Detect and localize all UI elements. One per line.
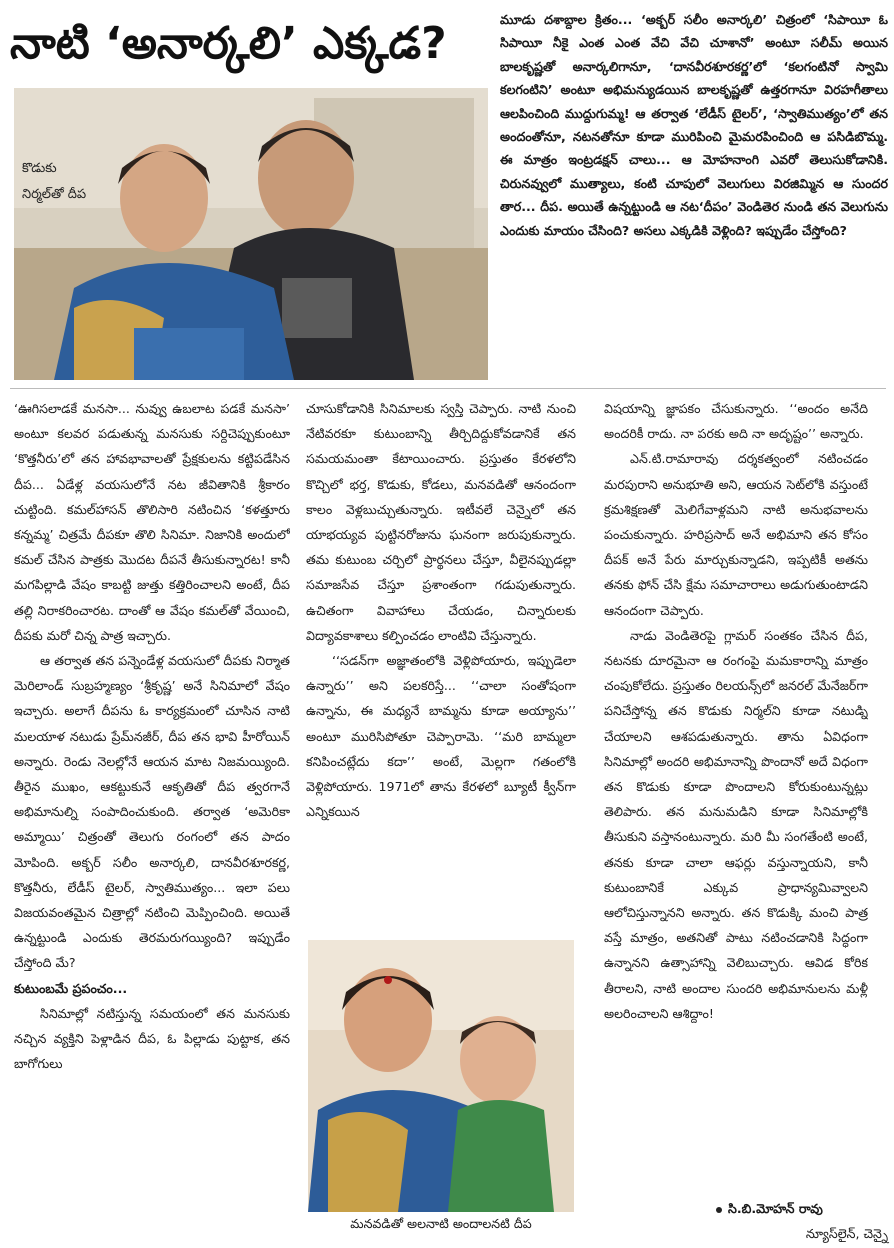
photo2-caption: మనవడితో అలనాటి అందాలనటి దీప — [350, 1216, 532, 1231]
byline — [716, 1196, 888, 1246]
grandmother-grandson-photo — [308, 940, 574, 1212]
intro-paragraph — [500, 8, 888, 378]
subheading: కుటుంబమే ప్రపంచం... — [14, 980, 128, 996]
col3-paragraph-3: నాడు వెండితెరపై గ్లామర్ సంతకం చేసిన దీప, నటనకు దూరమైనా ఆ రంగంపై మమకారాన్ని మాత్రం చంపుకోలేదు. ప్రస్తుతం రిలయన్స్‌లో జనరల్ మేనేజర్‌గా పనిచేస్తోన్న తన కొడుకు నిర్మల్‌ని కూడా నటుడ్ని చేయాలని ఆశపడుతున్నారు. తాను ఏవిధంగా సినిమాల్లో అందరి అభిమానాన్ని పొందానో అదే విధంగా తన కొడుకు కూడా పొందాలని కోరుకుంటున్నట్లు తెలిపారు. తన మనుమడిని కూడా సినిమాల్లోకి తీసుకుని వస్తానంటున్నారు. మరి మీ సంగతేంటి అంటే, తనకు కూడా చాలా ఆఫర్లు వస్తున్నాయని, కానీ కుటుంబానికే ఎక్కువ ప్రాధాన్యమివ్వాలని ఆలోచిస్తున్నానని అన్నారు. తన కొడుక్కి మంచి పాత్ర వస్తే మాత్రం, అతనితో పాటు నటించడానికి సిద్ధంగా ఉన్నానని ఉత్సాహాన్ని వెలిబుచ్చారు. ఆవిడ కోరిక తీరాలని, నాటి అందాల సుందరి అభిమానులను మళ్లీ అలరించాలని ఆశిద్దాం! — [604, 627, 868, 1021]
col3-paragraph-1: విషయాన్ని జ్ఞాపకం చేసుకున్నారు. ‘‘అందం అనేది అందరికీ రాదు. నా పరకు అది నా అదృష్టం’’ అన్నారు. — [604, 401, 868, 442]
col1-paragraph-3: సినిమాల్లో నటిస్తున్న సమయంలో తన మనసుకు నచ్చిన వ్యక్తిని పెళ్లాడిన దీప, ఓ పిల్లాడు పుట్టాక, తన బాగోగులు — [14, 1005, 290, 1072]
photo1-caption-line2: నిర్మల్‌తో దీప — [22, 187, 87, 202]
intro-text: మూడు దశాబ్దాల క్రితం... ‘అక్బర్ సలీం అనార్కలి’ చిత్రంలో ‘సిపాయీ ఓ సిపాయీ నీకై ఎంత ఎంత వేచి వేచి చూశానో’ అంటూ సలీమ్ అయిన బాలకృష్ణతో అనార్కలిగానూ, ‘దానవీరశూరకర్ణ’లో ‘కలగంటినో స్వామి కలగంటిని’ అంటూ అభిమన్యుడయిన బాలకృష్ణతో ఉత్తరగానూ విరహగీతాలు ఆలపించింది ముద్దుగుమ్మ! ఆ తర్వాత ‘లేడీస్ టైలర్’, ‘స్వాతిముత్యం’లో తన అందంతోనూ, నటనతోనూ కూడా మురిపించి మైమరపించింది ఆ పసిడిబొమ్మ. ఈ మాత్రం ఇంట్రడక్షన్ చాలు... ఆ మోహనాంగి ఎవరో తెలుసుకోడానికి. చిరునవ్వులో ముత్యాలు, కంటి చూపులో వెలుగులు విరజిమ్మిన ఆ సుందర తార... దీప. అయితే ఉన్నట్టుండి ఆ నట‘దీపం’ వెండితెర నుండి తన వెలుగును ఎందుకు మాయం చేసింది? అసలు ఎక్కడికి వెళ్లింది? ఇప్పుడేం చేస్తోంది? — [500, 12, 888, 238]
photo1-caption — [22, 156, 122, 208]
column-1 — [14, 396, 290, 1248]
col1-paragraph-1: ‘ఊగిసలాడకే మనసా... నువ్వు ఉబలాట పడకే మనసా’ అంటూ కలవర పడుతున్న మనసుకు సర్దిచెప్పుకుంటూ ‘కొత్తనీరు’లో తన హావభావాలతో ప్రేక్షకులను కట్టిపడేసిన దీప... ఏడేళ్ల వయసులోనే నట జీవితానికి శ్రీకారం చుట్టింది. కమల్‌హాసన్ తొలిసారి నటించిన ‘కళత్తూరు కన్నమ్మ’ చిత్రమే దీపకూ తొలి సినిమా. నిజానికి అందులో కమల్ చేసిన పాత్రకు మొదట దీపనే తీసుకున్నారట! కానీ మగపిల్లాడి వేషం కాబట్టి జుత్తు కత్తిరించాలని అంటే, దీప తల్లి నిరాకరించారట. దాంతో ఆ వేషం కమల్‌తో వేయించి, దీపకు మరో చిన్న పాత్ర ఇచ్చారు. — [14, 401, 290, 643]
bullet-icon — [716, 1207, 722, 1213]
col2-paragraph-1: చూసుకోడానికి సినిమాలకు స్వస్తి చెప్పారు. నాటి నుంచి నేటివరకూ కుటుంబాన్ని తీర్చిదిద్దుకోవడానికే తన సమయమంతా కేటాయించారు. ప్రస్తుతం కేరళలోని కొచ్చిలో భర్త, కొడుకు, కోడలు, మనవడితో ఆనందంగా కాలం వెళ్లబుచ్చుతున్నారు. ఇటీవలే చెన్నైలో తన యాభయ్యవ పుట్టినరోజును ఘనంగా జరుపుకున్నారు. తమ కుటుంబ చర్చిలో ప్రార్థనలు చేస్తూ, వీలైనప్పుడల్లా సమాజసేవ చేస్తూ ప్రశాంతంగా గడుపుతున్నారు. ఉచితంగా వివాహాలు చేయడం, చిన్నారులకు విద్యావకాశాలు కల్పించడం లాంటివి చేస్తున్నారు. — [306, 401, 576, 643]
col1-paragraph-2: ఆ తర్వాత తన పన్నెండేళ్ల వయసులో దీపకు నిర్మాత మెరిలాండ్ సుబ్రహ్మణ్యం ‘శ్రీకృష్ణ’ అనే సినిమాలో వేషం ఇచ్చారు. అలాగే దీపను ఓ కార్యక్రమంలో చూసిన నాటి మలయాళ నటుడు ప్రేమ్‌నజీర్, దీప తన భావి హీరోయిన్ అన్నారు. రెండు నెలల్లోనే ఆయన మాట నిజమయ్యింది. తీరైన ముఖం, ఆకట్టుకునే ఆకృతితో దీప త్వరగానే అభిమానుల్ని సంపాదించుకుంది. తర్వాత ‘అమెరికా అమ్మాయి’ చిత్రంతో తెలుగు రంగంలో తన పాదం మోపింది. అక్బర్ సలీం అనార్కలి, దానవీరశూరకర్ణ, కొత్తనీరు, లేడీస్ టైలర్, స్వాతిముత్యం... ఇలా పలు విజయవంతమైన చిత్రాల్లో నటించి మెప్పించింది. అయితే ఉన్నట్టుండి ఎందుకు తెరమరుగయ్యింది? ఇప్పుడేం చేస్తోంది మే? — [14, 653, 290, 971]
photo1-caption-line1: కొడుకు — [22, 161, 57, 176]
author-location: న్యూస్‌లైన్, చెన్నై — [805, 1226, 888, 1241]
col2-paragraph-2: ‘‘సడన్‌గా అజ్ఞాతంలోకి వెళ్లిపోయారు, ఇప్పుడెలా ఉన్నారు’’ అని పలకరిస్తే... ‘‘చాలా సంతోషంగా ఉన్నాను, ఈ మధ్యనే బామ్మను కూడా అయ్యాను’’ అంటూ మురిసిపోతూ చెప్పారామె. ‘‘మరి బామ్మలా కనిపించట్లేదు కదా’’ అంటే, మెల్లగా గతంలోకి వెళ్లిపోయారు. 1971లో తాను కేరళలో బ్యూటీ క్వీన్‌గా ఎన్నికయిన — [306, 653, 576, 820]
divider — [10, 388, 886, 389]
column-3 — [604, 396, 868, 1226]
column-2 — [306, 396, 576, 926]
mother-son-photo — [14, 88, 488, 380]
col3-paragraph-2: ఎన్.టి.రామారావు దర్శకత్వంలో నటించడం మరపురాని అనుభూతి అని, ఆయన సెట్‌లోకి వస్తుంటే క్రమశిక్షణతో మెలిగేవాళ్లమని నాటి అనుభవాలను పంచుకున్నారు. హరిప్రసాద్ అనే అభిమాని తన కోసం దీపక్ అనే పేరు మార్చుకున్నాడని, ఇప్పటికీ అతను తనకు ఫోన్ చేసి క్షేమ సమాచారాలు అడుగుతుంటాడని ఆనందంగా చెప్పారు. — [604, 451, 868, 618]
author-name: సి.బి.మోహన్ రావు — [728, 1201, 823, 1216]
headline: నాటి ‘అనార్కలి’ ఎక్కడ? — [10, 18, 447, 69]
